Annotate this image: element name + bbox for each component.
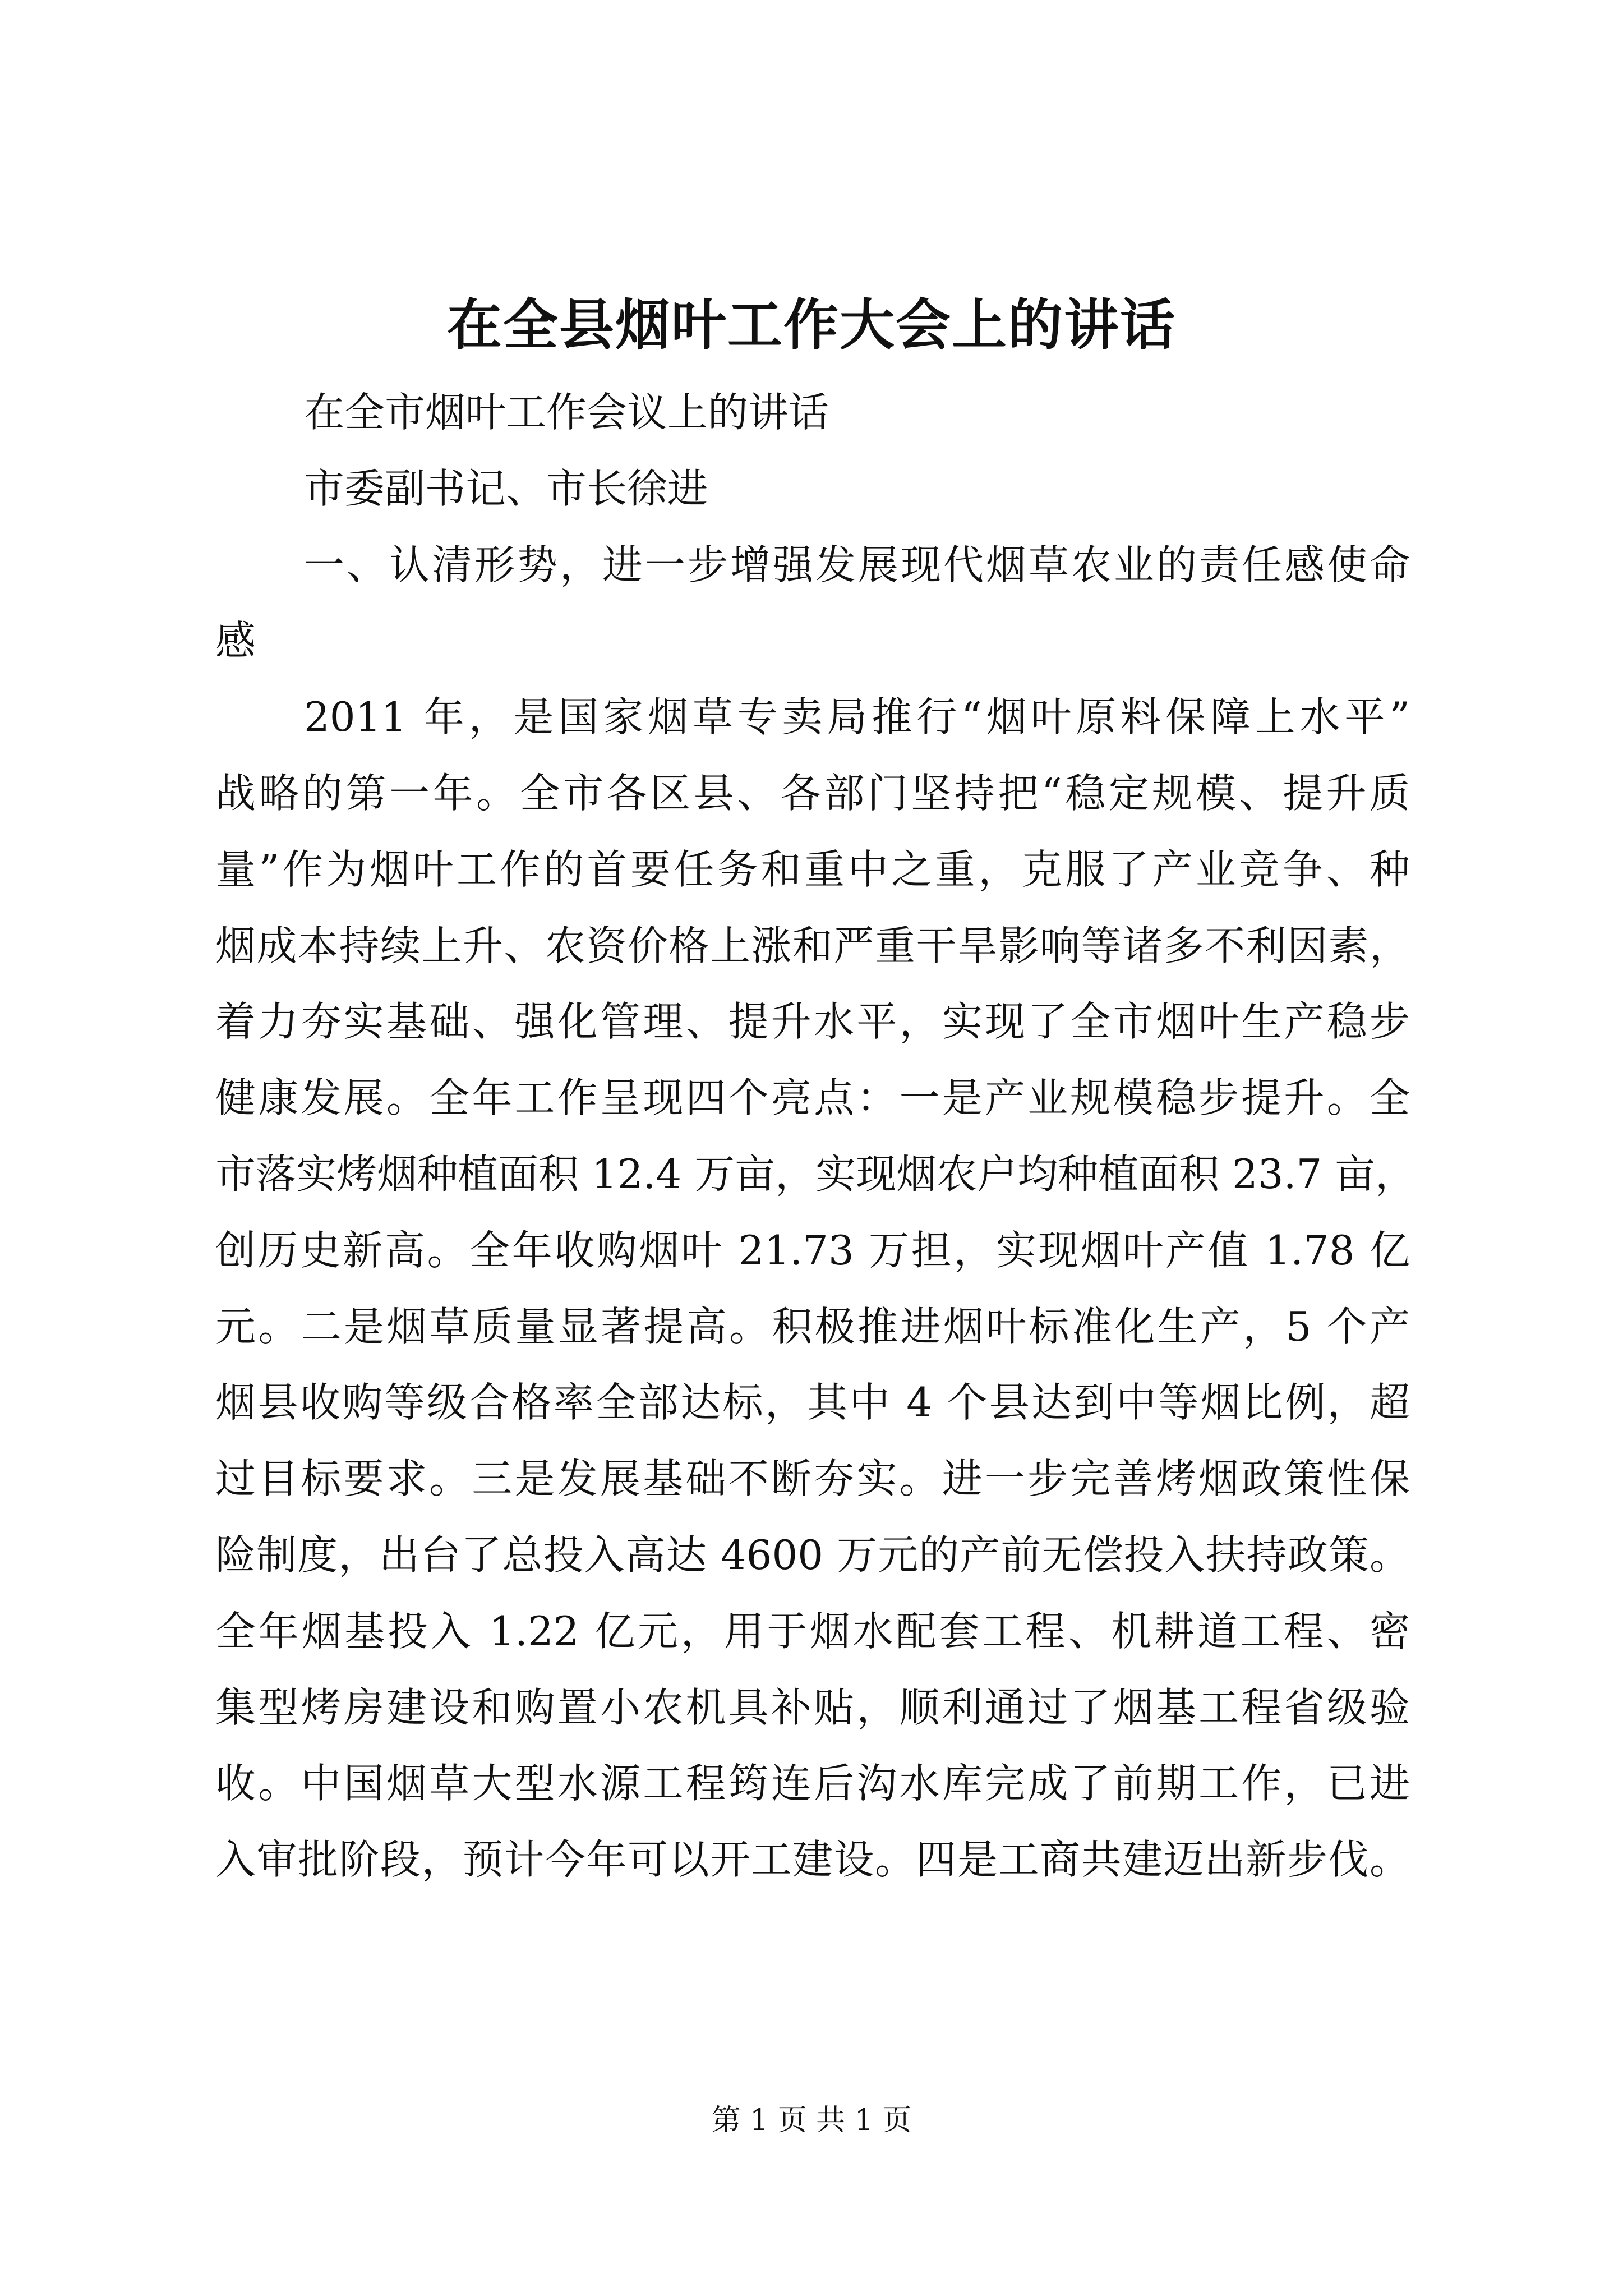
body-line: 收。中国烟草大型水源工程筠连后沟水库完成了前期工作，已进 — [215, 1760, 1410, 1807]
body-line: 险制度，出台了总投入高达 4600 万元的产前无偿投入扶持政策。 — [215, 1531, 1410, 1579]
body-line: 市委副书记、市长徐进 — [304, 464, 708, 512]
document-body — [215, 375, 1416, 1898]
body-line: 烟县收购等级合格率全部达标，其中 4 个县达到中等烟比例，超 — [215, 1379, 1410, 1427]
body-line: 在全市烟叶工作会议上的讲话 — [304, 389, 829, 436]
body-line: 2011 年，是国家烟草专卖局推行“烟叶原料保障上水平” — [304, 693, 1410, 741]
body-line: 创历史新高。全年收购烟叶 21.73 万担，实现烟叶产值 1.78 亿 — [215, 1226, 1410, 1274]
body-line: 元。二是烟草质量显著提高。积极推进烟叶标准化生产，5 个产 — [215, 1303, 1410, 1350]
body-line: 感 — [215, 617, 256, 665]
body-line: 全年烟基投入 1.22 亿元，用于烟水配套工程、机耕道工程、密 — [215, 1607, 1410, 1655]
body-line: 烟成本持续上升、农资价格上涨和严重干旱影响等诸多不利因素， — [215, 922, 1410, 969]
body-line: 战略的第一年。全市各区县、各部门坚持把“稳定规模、提升质 — [215, 769, 1410, 817]
body-line: 健康发展。全年工作呈现四个亮点：一是产业规模稳步提升。全 — [215, 1074, 1410, 1122]
body-line: 集型烤房建设和购置小农机具补贴，顺利通过了烟基工程省级验 — [215, 1683, 1410, 1731]
body-line: 市落实烤烟种植面积 12.4 万亩，实现烟农户均种植面积 23.7 亩， — [215, 1150, 1416, 1198]
body-line: 入审批阶段，预计今年可以开工建设。四是工商共建迈出新步伐。 — [215, 1836, 1410, 1884]
body-line: 着力夯实基础、强化管理、提升水平，实现了全市烟叶生产稳步 — [215, 998, 1410, 1046]
body-line: 一、认清形势，进一步增强发展现代烟草农业的责任感使命 — [304, 541, 1410, 588]
document-title: 在全县烟叶工作大会上的讲话 — [446, 293, 1176, 357]
body-line: 量”作为烟叶工作的首要任务和重中之重，克服了产业竞争、种 — [215, 845, 1410, 893]
body-line: 过目标要求。三是发展基础不断夯实。进一步完善烤烟政策性保 — [215, 1455, 1410, 1503]
page-number-footer: 第 1 页 共 1 页 — [711, 2104, 912, 2137]
